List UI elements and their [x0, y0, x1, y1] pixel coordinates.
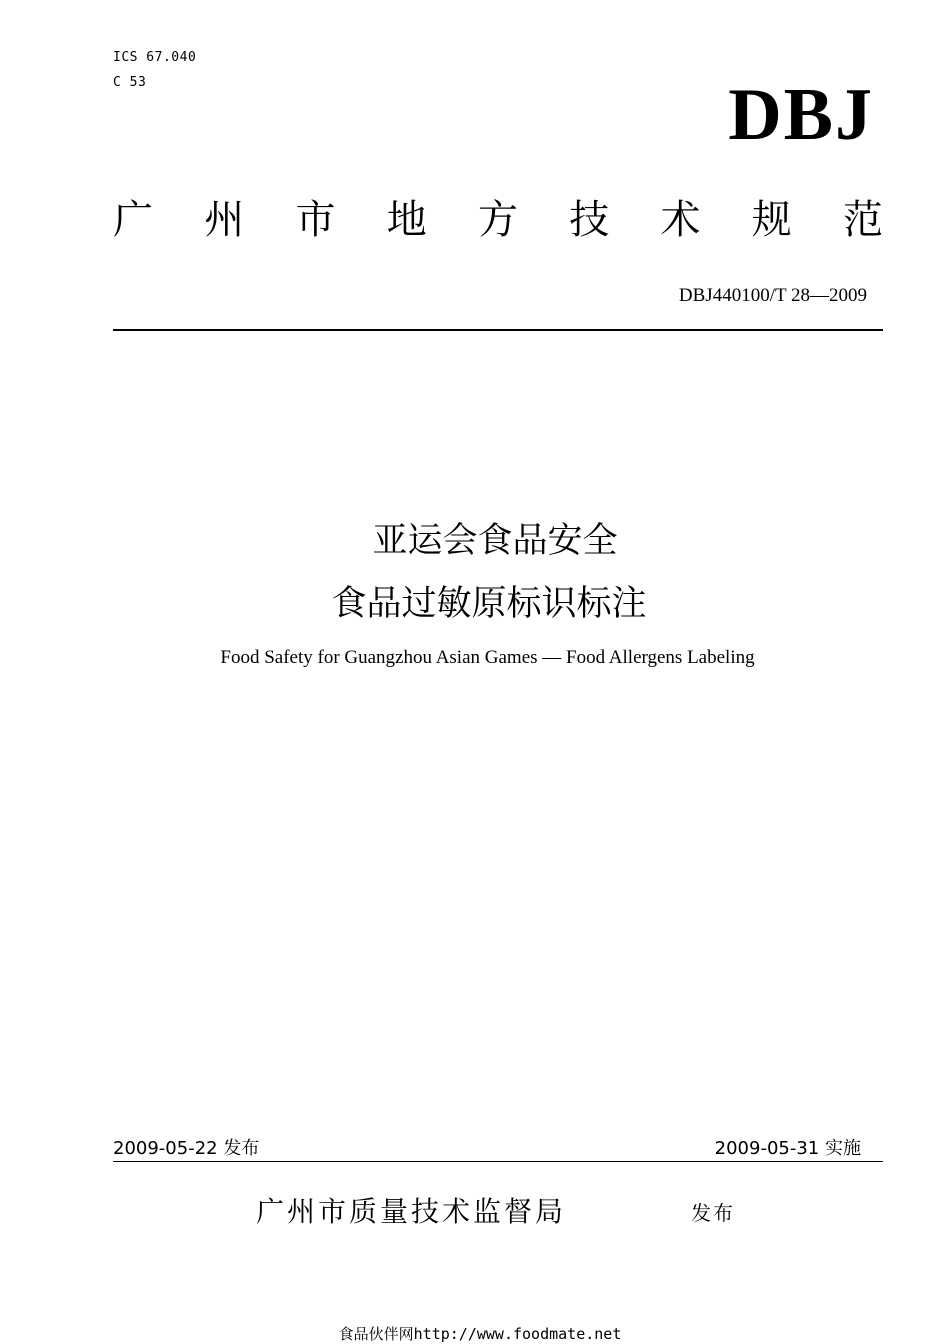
standard-number: DBJ440100/T 28—2009 [678, 285, 867, 306]
footer-site-name: 食品伙伴网 [338, 1325, 414, 1343]
series-title-char: 方 [478, 197, 518, 243]
classification-code: C 53 [113, 75, 147, 90]
series-title-char: 技 [569, 197, 610, 243]
series-title-char: 规 [751, 197, 792, 243]
footer-url-link[interactable]: http://www.foodmate.net [413, 1325, 622, 1343]
bottom-divider [113, 1161, 883, 1162]
document-title-line2: 食品过敏原标识标注 [331, 584, 647, 624]
series-title [113, 196, 883, 244]
top-divider [113, 329, 883, 331]
series-title-char: 术 [660, 197, 701, 243]
ics-code: ICS 67.040 [113, 50, 197, 65]
issue-date: 2009-05-22 发布 [113, 1138, 260, 1159]
series-title-char: 范 [843, 197, 883, 243]
publisher-action: 发布 [691, 1201, 735, 1225]
series-title-char: 地 [386, 197, 427, 243]
publisher-name: 广州市质量技术监督局 [256, 1195, 567, 1228]
series-title-char: 市 [295, 197, 336, 243]
footer-watermark [0, 1323, 950, 1344]
series-title-char: 州 [204, 197, 245, 243]
dbj-logo: DBJ [728, 74, 874, 156]
implementation-date: 2009-05-31 实施 [714, 1138, 861, 1159]
series-title-char: 广 [113, 197, 153, 243]
document-title-line1: 亚运会食品安全 [372, 521, 618, 561]
document-title-english: Food Safety for Guangzhou Asian Games — Food Allergens Labeling [220, 647, 755, 668]
